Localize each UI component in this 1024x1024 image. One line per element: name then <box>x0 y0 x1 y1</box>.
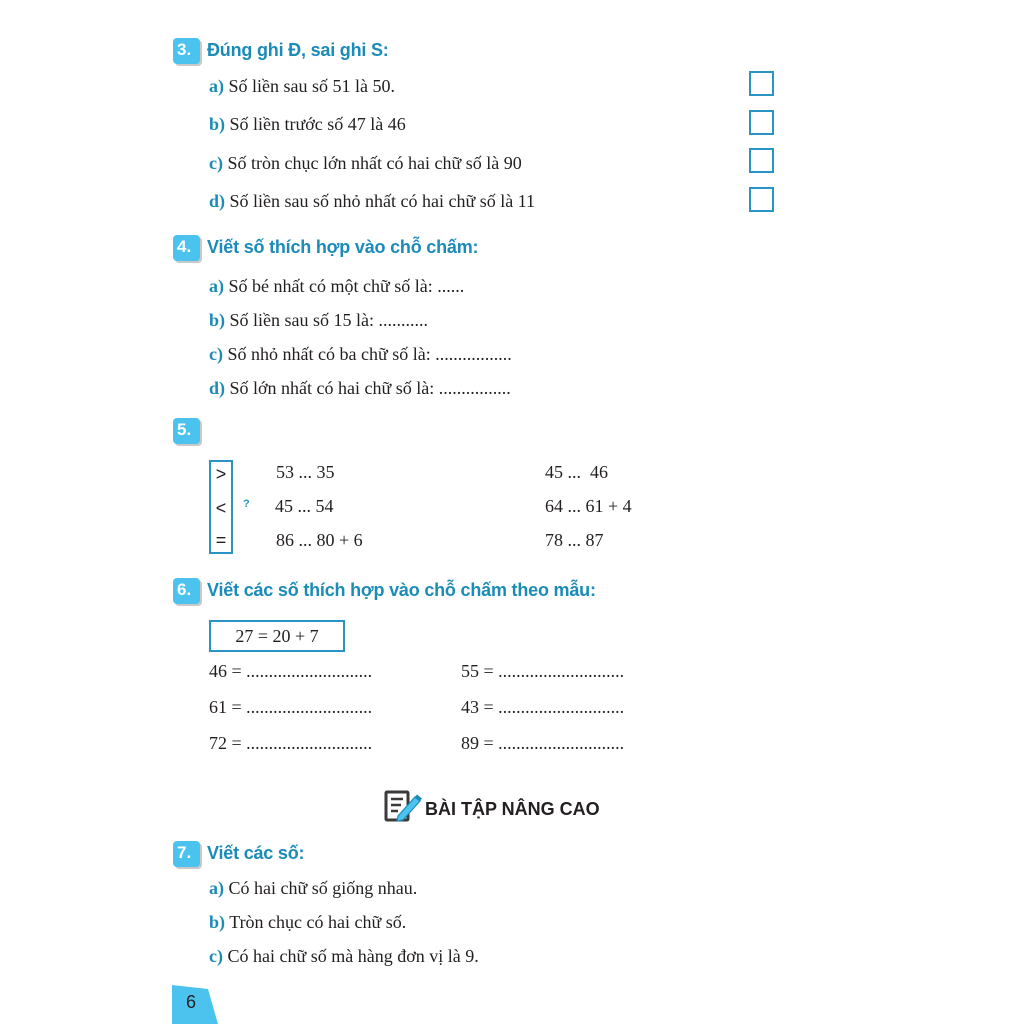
advanced-section-title: BÀI TẬP NÂNG CAO <box>425 799 600 819</box>
exercise-title: Đúng ghi Đ, sai ghi S: <box>207 40 389 60</box>
exercise-number-badge: 4. <box>173 235 200 261</box>
item-label: c) <box>209 344 223 364</box>
comparison-item: 78 ... 87 <box>545 530 604 550</box>
decomposition-item: 89 = ............................ <box>461 733 625 753</box>
edit-note-icon <box>384 789 422 823</box>
item-text: Số liền sau số 15 là: ........... <box>229 310 429 330</box>
item-text: Số nhỏ nhất có ba chữ số là: ................. <box>227 344 512 364</box>
write-item-b <box>209 912 406 933</box>
comparison-item: 45 ... 46 <box>545 462 608 482</box>
statement-a <box>209 76 395 97</box>
fill-item-b <box>209 310 428 331</box>
answer-box-b[interactable] <box>749 110 774 135</box>
item-label: c) <box>209 946 223 966</box>
item-label: b) <box>209 114 226 134</box>
item-label: a) <box>209 276 224 296</box>
question-mark: ? <box>243 498 250 510</box>
item-text: Số liền trước số 47 là 46 <box>229 114 406 134</box>
decomposition-item: 46 = ............................ <box>209 661 373 681</box>
comparison-item: 53 ... 35 <box>276 462 335 482</box>
exercise-number-badge: 6. <box>173 578 200 604</box>
decomposition-item: 55 = ............................ <box>461 661 625 681</box>
item-text: Số liền sau số 51 là 50. <box>228 76 395 96</box>
item-text: Số bé nhất có một chữ số là: ...... <box>228 276 465 296</box>
write-item-a <box>209 878 417 899</box>
exercise-title: Viết các số: <box>207 843 305 863</box>
less-than-sign: < <box>215 498 227 518</box>
decomposition-item: 61 = ............................ <box>209 697 373 717</box>
item-label: a) <box>209 76 224 96</box>
item-label: c) <box>209 153 223 173</box>
equals-sign: = <box>215 530 227 550</box>
statement-d <box>209 191 535 212</box>
item-text: Số lớn nhất có hai chữ số là: ................ <box>229 378 511 398</box>
statement-c <box>209 153 522 174</box>
comparison-item: 64 ... 61 + 4 <box>545 496 632 516</box>
item-label: d) <box>209 378 226 398</box>
fill-item-a <box>209 276 464 297</box>
write-item-c <box>209 946 479 967</box>
exercise-number-badge: 5. <box>173 418 200 444</box>
page-number: 6 <box>186 992 197 1012</box>
exercise-number-badge: 7. <box>173 841 200 867</box>
item-text: Tròn chục có hai chữ số. <box>229 912 407 932</box>
greater-than-sign: > <box>215 464 227 484</box>
item-label: b) <box>209 310 226 330</box>
item-text: Có hai chữ số giống nhau. <box>228 878 418 898</box>
answer-box-c[interactable] <box>749 148 774 173</box>
comparison-signs-box <box>209 460 233 554</box>
item-label: b) <box>209 912 226 932</box>
fill-item-c <box>209 344 512 365</box>
answer-box-a[interactable] <box>749 71 774 96</box>
statement-b <box>209 114 406 135</box>
fill-item-d <box>209 378 511 399</box>
item-text: Số tròn chục lớn nhất có hai chữ số là 90 <box>227 153 522 173</box>
item-label: a) <box>209 878 224 898</box>
exercise-title: Viết số thích hợp vào chỗ chấm: <box>207 237 479 257</box>
exercise-title: Viết các số thích hợp vào chỗ chấm theo mẫu: <box>207 580 596 600</box>
comparison-item: 86 ... 80 + 6 <box>276 530 363 550</box>
item-label: d) <box>209 191 226 211</box>
comparison-item: 45 ... 54 <box>275 496 334 516</box>
sample-box: 27 = 20 + 7 <box>209 620 345 652</box>
item-text: Có hai chữ số mà hàng đơn vị là 9. <box>227 946 479 966</box>
decomposition-item: 43 = ............................ <box>461 697 625 717</box>
decomposition-item: 72 = ............................ <box>209 733 373 753</box>
answer-box-d[interactable] <box>749 187 774 212</box>
exercise-number-badge: 3. <box>173 38 200 64</box>
item-text: Số liền sau số nhỏ nhất có hai chữ số là 11 <box>229 191 536 211</box>
